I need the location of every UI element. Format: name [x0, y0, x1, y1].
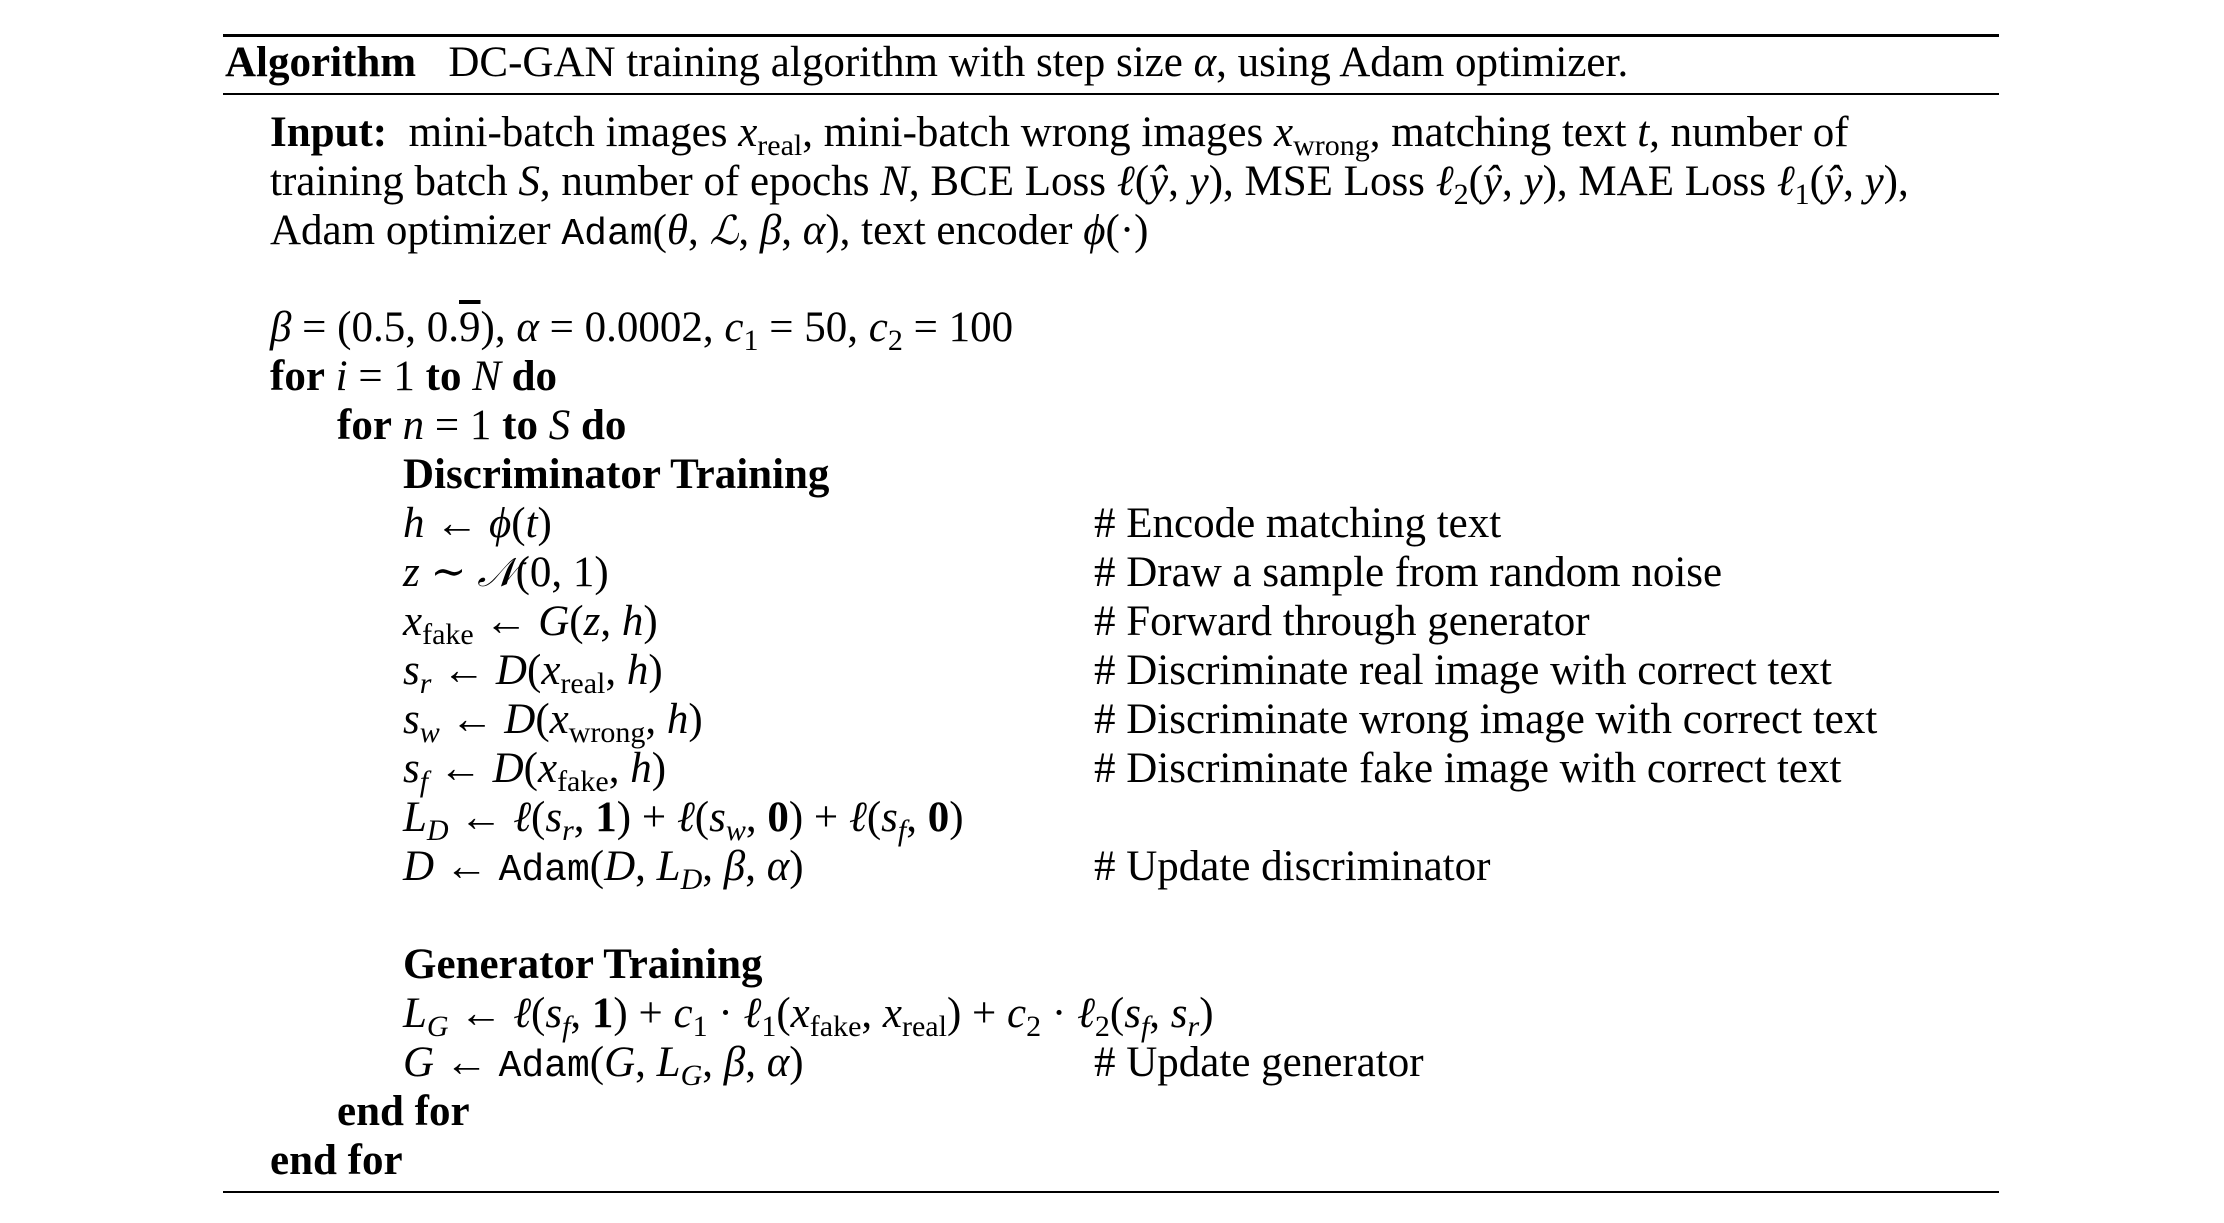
step-disc-loss: $L_D$ ← $\ell(s_r$, $1) + \ell(s_w$, $0) + \ell(s_f$, 0)	[403, 794, 964, 847]
input-line-3: Adam optimizer Adam(θ, ℒ, β, α), text encoder ϕ(·)	[270, 207, 1149, 256]
step-disc-real: $s_r$ ← $D(x_{real}$, h)	[403, 647, 663, 700]
end-inner-loop: end for	[337, 1088, 470, 1135]
comment-disc-fake: # Discriminate fake image with correct text	[1094, 745, 1842, 792]
step-encode: h ← ϕ(t)	[403, 500, 552, 547]
algorithm-caption: DC-GAN training algorithm with step size α, using Adam optimizer.	[426, 39, 1629, 86]
comment-generate: # Forward through generator	[1094, 598, 1590, 645]
discriminator-section-title: Discriminator Training	[403, 451, 830, 498]
bottom-rule	[223, 1191, 1999, 1193]
generator-section-title: Generator Training	[403, 941, 763, 988]
input-line-2: training batch S, number of epochs N, BCE Loss ℓ(ŷ, y), MSE Loss ℓ$_2$(ŷ, y), MAE Loss ℓ$_1$(ŷ, y),	[270, 158, 1909, 211]
comment-encode: # Encode matching text	[1094, 500, 1502, 547]
algorithm-header	[225, 38, 1628, 88]
inner-loop: for n = 1 to S do	[337, 402, 627, 449]
comment-disc-real: # Discriminate real image with correct text	[1094, 647, 1832, 694]
step-generate: $x_{fake}$ ← G(z, h)	[403, 598, 658, 651]
input-label: Input:	[270, 109, 388, 156]
end-outer-loop: end for	[270, 1137, 403, 1184]
algorithm-label: Algorithm	[225, 39, 417, 86]
step-gen-update: G ← Adam(G, $L_G$, β, α)	[403, 1039, 804, 1092]
step-disc-wrong: $s_w$ ← $D(x_{wrong}$, h)	[403, 696, 703, 749]
comment-noise: # Draw a sample from random noise	[1094, 549, 1723, 596]
header-rule	[223, 93, 1999, 95]
comment-gen-update: # Update generator	[1094, 1039, 1424, 1086]
step-disc-fake: $s_f$ ← $D(x_{fake}$, h)	[403, 745, 667, 798]
params-line: β = (0.5, 0.9), α = 0.0002, $c_1 = 50$, $c_2 = 100$	[270, 304, 1014, 357]
input-line-1: Input: mini-batch images $x_{real}$, mini-batch wrong images $x_{wrong}$, matching text t, number of	[270, 109, 1849, 162]
comment-disc-update: # Update discriminator	[1094, 843, 1491, 890]
top-rule	[223, 34, 1999, 37]
step-disc-update: D ← Adam(D, $L_D$, β, α)	[403, 843, 804, 896]
comment-disc-wrong: # Discriminate wrong image with correct text	[1094, 696, 1878, 743]
step-gen-loss: $L_G$ ← $\ell(s_f$, $1) + c_1$ · $\ell_1(x_{fake}$, $x_{real}) + c_2$ · $\ell_2(s_f$, $s_r$)	[403, 990, 1214, 1043]
outer-loop: for i = 1 to N do	[270, 353, 558, 400]
step-noise: z ∼ 𝒩(0, 1)	[403, 549, 609, 596]
